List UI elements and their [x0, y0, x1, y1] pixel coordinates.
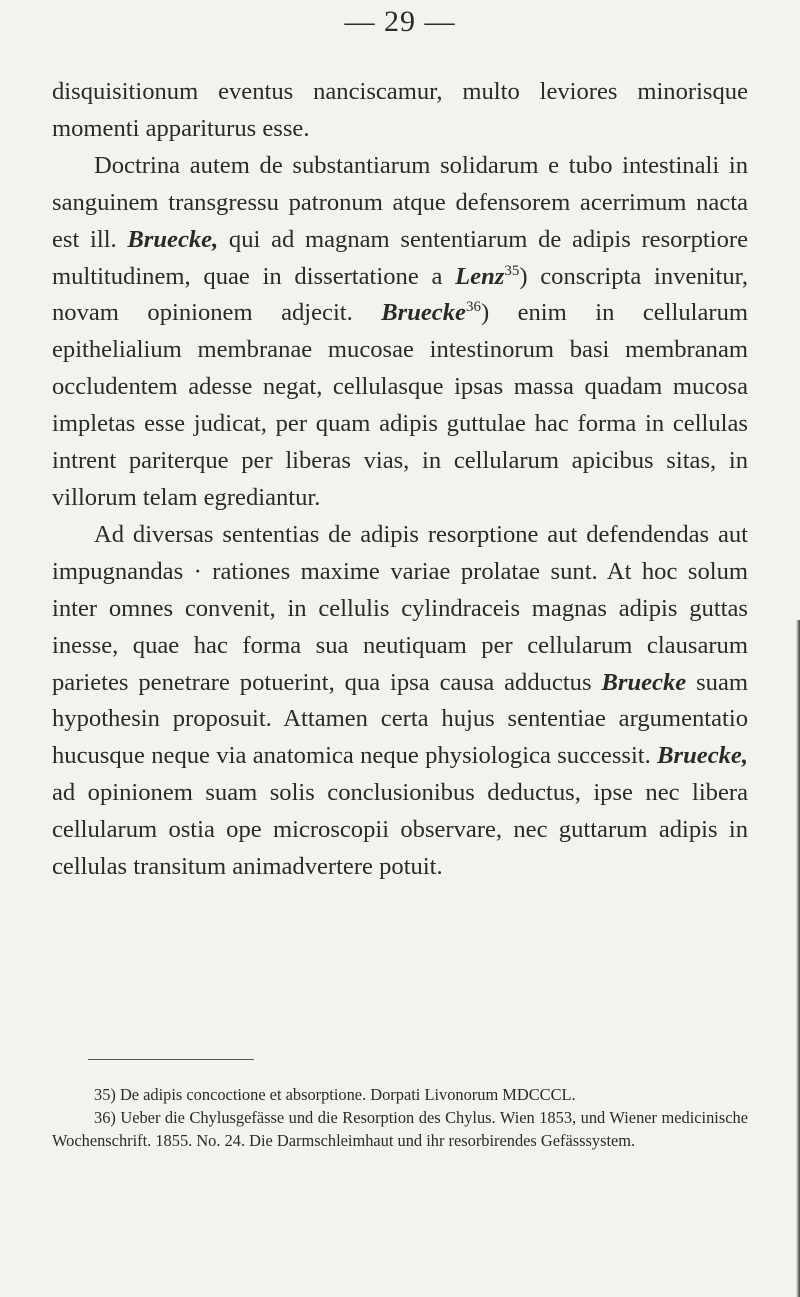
- paragraph-2-part-a: Doctrina autem de substantiarum solidarum e tubo intestinali in sanguinem transgressu patronum atque defensorem acerrimum nacta est ill.: [52, 151, 748, 253]
- footnote-ref-35: 35: [504, 262, 520, 279]
- paragraph-2-part-c: ) conscripta invenitur, novam opinionem adjecit.: [52, 262, 748, 327]
- main-text: [52, 74, 748, 886]
- paragraph-1: disquisitionum eventus nanciscamur, multo leviores minorisque momenti appariturus esse.: [52, 78, 748, 142]
- paragraph-2: [52, 148, 748, 517]
- footnote-divider: [88, 1059, 254, 1060]
- page-edge-shadow: [796, 620, 800, 1297]
- page-number-header: — 29 —: [344, 5, 456, 38]
- author-name-bruecke: Bruecke,: [657, 742, 748, 770]
- paragraph-3: [52, 517, 748, 886]
- footnote-36: 36) Ueber die Chylusgefässe und die Resorption des Chylus. Wien 1853, und Wiener medicinische Wochenschrift. 1855. No. 24. Die Darmschleimhaut und ihr resorbirendes Gefässsystem.: [52, 1108, 748, 1150]
- author-name-lenz: Lenz: [455, 262, 505, 290]
- footnotes: [52, 1083, 748, 1152]
- paragraph-2-part-d: ) enim in cellularum epithelialium membranae mucosae intestinorum basi membranam occludentem adesse negat, cellulasque ipsas massa quadam mucosa impletas esse judicat, per quam adipis guttulae hac forma in cellulas intrent pariterque per liberas vias, in cellularum apicibus sitas, in villorum telam egrediantur.: [52, 299, 748, 511]
- author-name-bruecke: Bruecke,: [127, 225, 219, 253]
- paragraph-2-part-b: qui ad magnam sententiarum de adipis resorptiore multitudinem, quae in dissertatione a: [52, 225, 748, 290]
- paragraph-3-part-b: suam hypothesin proposuit. Attamen certa hujus sententiae argumentatio hucusque neque via anatomica neque physiologica successit.: [52, 668, 749, 770]
- footnote-35: 35) De adipis concoctione et absorptione. Dorpati Livonorum MDCCCL.: [94, 1085, 576, 1104]
- paragraph-3-part-a: Ad diversas sententias de adipis resorptione aut defendendas aut impugnandas · rationes maxime variae prolatae sunt. At hoc solum inter omnes convenit, in cellulis cylindraceis magnas adipis guttas inesse, quae hac forma sua neutiquam per cellularum clausarum parietes penetrare potuerint, qua ipsa causa adductus: [52, 520, 748, 696]
- author-name-bruecke: Bruecke: [381, 299, 466, 327]
- paragraph-3-part-c: ad opinionem suam solis conclusionibus deductus, ipse nec libera cellularum ostia ope microscopii observare, nec guttarum adipis in cellulas transitum animadvertere potuit.: [52, 779, 748, 881]
- footnote-ref-36: 36: [465, 299, 481, 316]
- author-name-bruecke: Bruecke: [601, 668, 687, 696]
